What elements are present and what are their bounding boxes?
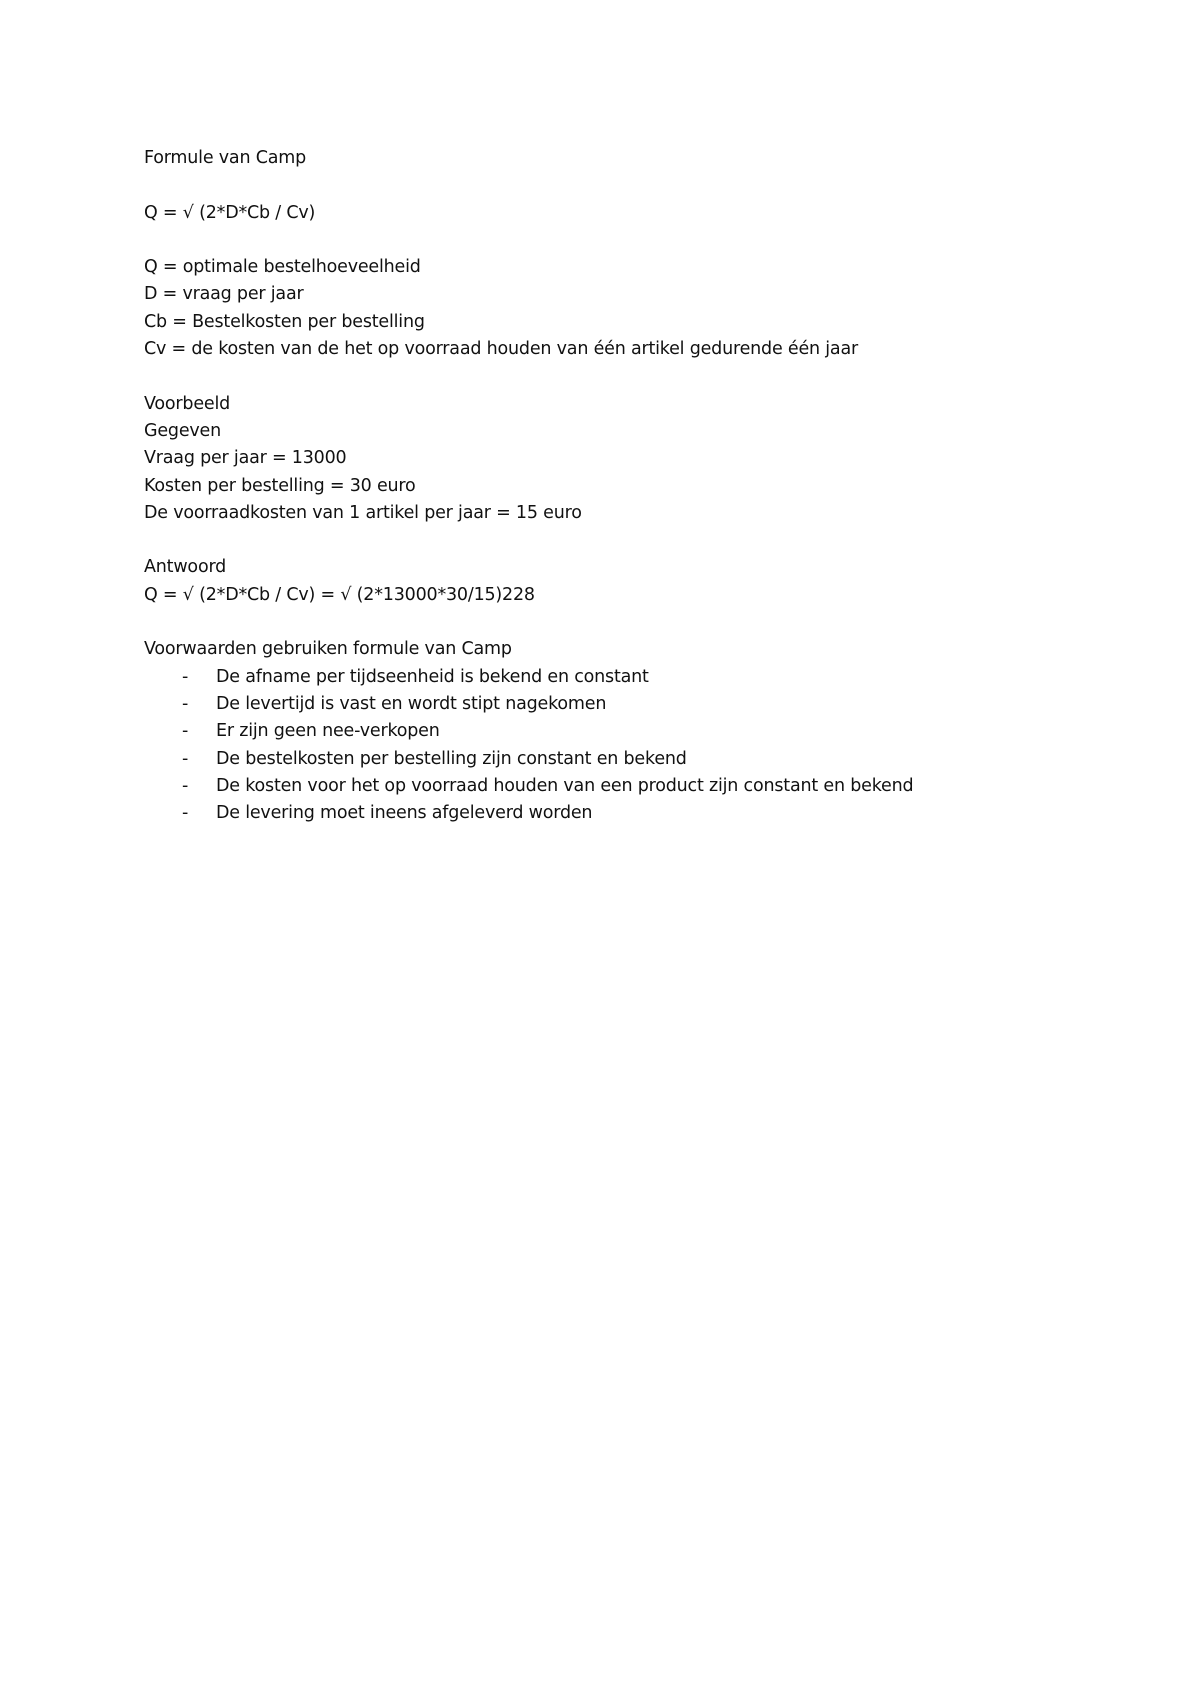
definition-q: Q = optimale bestelhoeveelheid	[144, 257, 421, 278]
spacer	[144, 172, 1044, 199]
spacer	[144, 609, 1044, 636]
spacer	[144, 363, 1044, 390]
list-item	[144, 664, 1044, 691]
definition-cv: Cv = de kosten van de het op voorraad houden van één artikel gedurende één jaar	[144, 339, 858, 360]
bullet-dash: -	[182, 666, 189, 687]
example-heading: Voorbeeld	[144, 393, 231, 414]
spacer	[144, 227, 1044, 254]
answer-heading: Antwoord	[144, 557, 227, 578]
conditions-list	[144, 664, 1044, 828]
list-item-text: De kosten voor het op voorraad houden van een product zijn constant en bekend	[216, 775, 914, 796]
bullet-dash: -	[182, 803, 189, 824]
list-item-text: De afname per tijdseenheid is bekend en constant	[216, 666, 649, 687]
definition-d: D = vraag per jaar	[144, 284, 304, 305]
formula-line: Q = √ (2*D*Cb / Cv)	[144, 202, 316, 223]
list-item	[144, 800, 1044, 827]
document-title: Formule van Camp	[144, 148, 306, 168]
list-item	[144, 773, 1044, 800]
list-item-text: De bestelkosten per bestelling zijn constant en bekend	[216, 748, 687, 769]
given-order-cost: Kosten per bestelling = 30 euro	[144, 475, 416, 496]
answer-calculation: Q = √ (2*D*Cb / Cv) = √ (2*13000*30/15)228	[144, 584, 535, 605]
list-item-text: De levering moet ineens afgeleverd worden	[216, 803, 593, 824]
list-item	[144, 691, 1044, 718]
bullet-dash: -	[182, 775, 189, 796]
given-demand: Vraag per jaar = 13000	[144, 448, 347, 469]
document-body	[144, 145, 1044, 827]
conditions-heading: Voorwaarden gebruiken formule van Camp	[144, 639, 512, 660]
spacer	[144, 527, 1044, 554]
bullet-dash: -	[182, 721, 189, 742]
list-item-text: Er zijn geen nee-verkopen	[216, 721, 440, 742]
list-item-text: De levertijd is vast en wordt stipt nagekomen	[216, 693, 607, 714]
given-heading: Gegeven	[144, 420, 222, 441]
bullet-dash: -	[182, 748, 189, 769]
definition-cb: Cb = Bestelkosten per bestelling	[144, 311, 425, 332]
list-item	[144, 718, 1044, 745]
list-item	[144, 746, 1044, 773]
given-holding-cost: De voorraadkosten van 1 artikel per jaar = 15 euro	[144, 502, 582, 523]
bullet-dash: -	[182, 693, 189, 714]
